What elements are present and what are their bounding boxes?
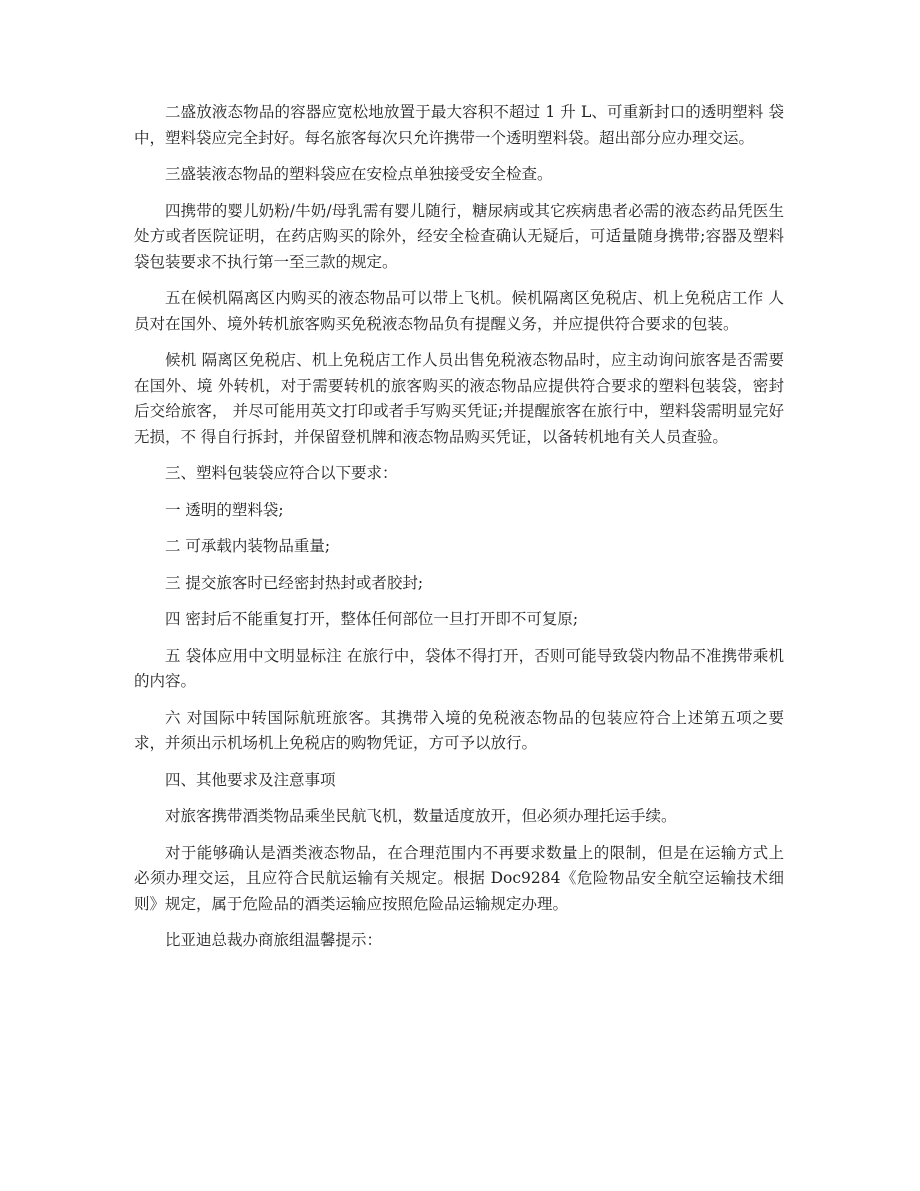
- list-item-tamper-evident: 四 密封后不能重复打开，整体任何部位一旦打开即不可复原;: [165, 610, 579, 628]
- paragraph-duty-free-staff: 候机 隔离区免税店、机上免税店工作人员出售免税液态物品时，应主动询问旅客是否需要在国外、境 外转机，对于需要转机的旅客购买的液态物品应提供符合要求的塑料包装袋，密封后交给旅客， 并尽可能用英文打印或者手写购买凭证;并提醒旅客在旅行中，塑料袋需明显完好无损，不 得自行拆封，并保留登机牌和液态物品购买凭证，以备转机地有关人员查验。: [134, 351, 784, 446]
- list-item-international-transit: 六 对国际中转国际航班旅客。其携带入境的免税液态物品的包装应符合上述第五项之要求，并须出示机场机上免税店的购物凭证，方可予以放行。: [134, 708, 784, 752]
- section-heading-other-requirements: 四、其他要求及注意事项: [165, 770, 336, 789]
- paragraph-baby-food-medicine: 四携带的婴儿奶粉/牛奶/母乳需有婴儿随行，糖尿病或其它疾病患者必需的液态药品凭医生处方或者医院证明，在药店购买的除外，经安全检查确认无疑后，可适量随身携带;容器及塑料袋包装要求不执行第一至三款的规定。: [134, 201, 784, 271]
- section-heading-bag-requirements: 三、塑料包装袋应符合以下要求：: [165, 464, 398, 482]
- paragraph-alcohol-rule: 对旅客携带酒类物品乘坐民航飞机，数量适度放开，但必须办理托运手续。: [165, 807, 677, 825]
- paragraph-duty-free-purchase: 五在候机隔离区内购买的液态物品可以带上飞机。候机隔离区免税店、机上免税店工作 人员对在国外、境外转机旅客购买免税液态物品负有提醒义务，并应提供符合要求的包装。: [134, 289, 784, 333]
- list-item-sealed: 三 提交旅客时已经密封热封或者胶封;: [165, 573, 424, 592]
- paragraph-security-check: 三盛装液态物品的塑料袋应在安检点单独接受安全检查。: [165, 165, 553, 183]
- paragraph-closing-tip: 比亚迪总裁办商旅组温馨提示：: [165, 931, 383, 949]
- list-item-transparent-bag: 一 透明的塑料袋;: [165, 500, 284, 519]
- list-item-chinese-label: 五 袋体应用中文明显标注 在旅行中，袋体不得打开，否则可能导致袋内物品不准携带乘机的内容。: [134, 646, 784, 690]
- document-body: [134, 100, 784, 965]
- paragraph-alcohol-details: 对于能够确认是酒类液态物品，在合理范围内不再要求数量上的限制，但是在运输方式上必须办理交运，且应符合民航运输有关规定。根据 Doc9284《危险物品安全航空运输技术细则》规定，属于危险品的酒类运输应按照危险品运输规定办理。: [134, 843, 784, 913]
- list-item-weight-capacity: 二 可承载内装物品重量;: [165, 537, 331, 555]
- paragraph-liquid-container-rule: 二盛放液态物品的容器应宽松地放置于最大容积不超过 1 升 L、可重新封口的透明塑料 袋中，塑料袋应完全封好。每名旅客每次只允许携带一个透明塑料袋。超出部分应办理交运。: [134, 103, 784, 147]
